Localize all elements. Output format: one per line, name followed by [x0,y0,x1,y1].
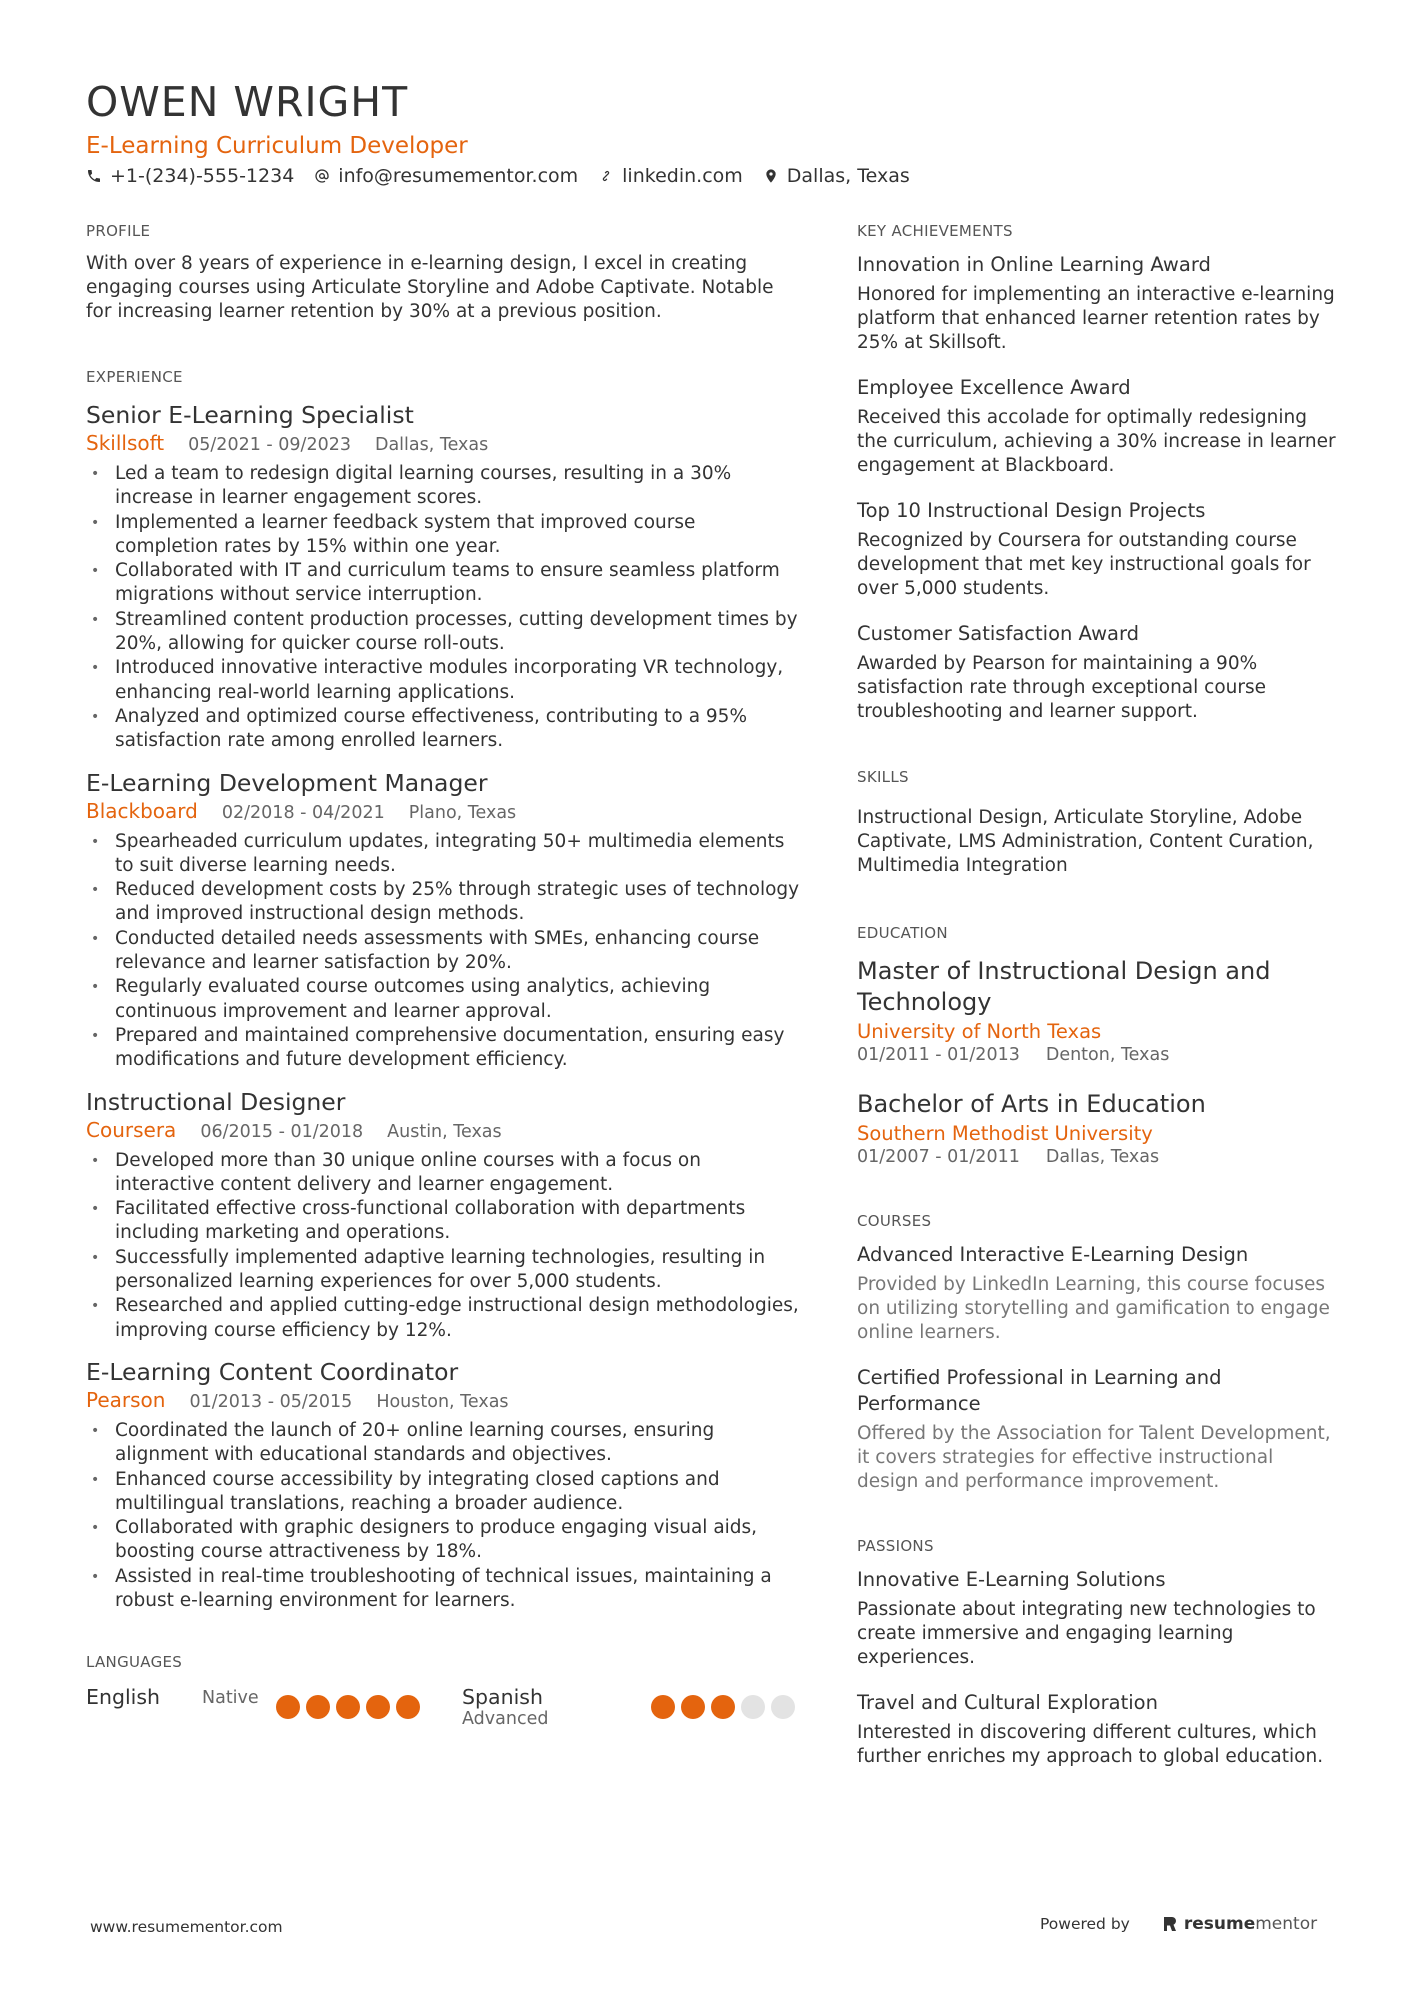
achievement-text: Awarded by Pearson for maintaining a 90% satisfaction rate through exceptional course troubleshooting and learner support. [857,653,1266,722]
language-rating [276,1695,426,1719]
education-heading: EDUCATION [857,924,948,942]
job-meta [86,431,801,455]
job-dates: 02/2018 - 04/2021 [221,802,385,823]
contact-email[interactable] [314,165,578,187]
company-name: Blackboard [86,798,198,823]
job-bullet: • Collaborated with graphic designers to produce engaging visual aids, boosting course attractiveness by 18%. [86,1516,801,1565]
job-bullet: • Streamlined content production processes, cutting development times by 20%, allowing for quicker course roll-outs. [86,608,801,657]
job-bullets [86,462,801,754]
job-bullet: • Conducted detailed needs assessments with SMEs, enhancing course relevance and learner satisfaction by 20%. [86,927,801,976]
education-location: Dallas, Texas [1045,1147,1160,1167]
degree-title: Master of Instructional Design and Technology [857,957,1271,1016]
job-dates: 06/2015 - 01/2018 [200,1121,364,1142]
education-meta [857,1045,1337,1065]
achievement-item [857,498,1337,601]
rating-dot-filled [336,1695,360,1719]
job-dates: 05/2021 - 09/2023 [188,435,351,455]
job-location: Plano, Texas [408,802,517,823]
skills-text: Instructional Design, Articulate Storyline, Adobe Captivate, LMS Administration, Content Curation, Multimedia Integration [857,807,1314,876]
language-name: English [86,1685,161,1710]
company-name: Skillsoft [86,431,165,455]
education-item [857,956,1337,1065]
language-level: Native [202,1688,259,1709]
achievement-item [857,621,1337,724]
education-list [857,956,1337,1167]
job-bullet: • Enhanced course accessibility by integrating closed captions and multilingual translations, reaching a broader audience. [86,1468,801,1517]
job-bullet: • Developed more than 30 unique online courses with a focus on interactive content delivery and learner engagement. [86,1149,801,1198]
achievement-item [857,252,1337,355]
brand-name-rest: mentor [1255,1914,1318,1934]
passion-item [857,1690,1337,1769]
contact-location [763,165,910,187]
passion-title: Innovative E-Learning Solutions [857,1568,1166,1591]
brand-logo-icon [1162,1915,1178,1933]
education-meta [857,1147,1337,1167]
course-text: Offered by the Association for Talent Development, it covers strategies for effective instructional design and performance improvement. [857,1423,1331,1492]
job-item [86,1357,801,1613]
course-item [857,1365,1337,1494]
contact-bar [86,165,930,187]
education-location: Denton, Texas [1045,1045,1170,1065]
achievement-text: Honored for implementing an interactive e-learning platform that enhanced learner retention rates by 25% at Skillsoft. [857,284,1335,353]
achievement-title: Innovation in Online Learning Award [857,253,1211,276]
experience-heading: EXPERIENCE [86,368,183,386]
achievement-text: Received this accolade for optimally redesigning the curriculum, achieving a 30% increase in learner engagement at Blackboard. [857,407,1336,476]
phone-icon [86,168,102,184]
job-title: E-Learning Development Manager [86,768,488,797]
passion-title: Travel and Cultural Exploration [857,1691,1158,1714]
right-column [857,222,1337,1769]
education-dates: 01/2007 - 01/2011 [857,1147,1020,1167]
courses-heading: COURSES [857,1212,932,1230]
rating-dot-filled [366,1695,390,1719]
rating-dot-filled [651,1695,675,1719]
email-text: info@resumementor.com [338,165,579,187]
job-bullet: • Facilitated effective cross-functional collaboration with departments including marketing and operations. [86,1197,801,1246]
achievements-heading: KEY ACHIEVEMENTS [857,222,1013,240]
job-location: Austin, Texas [387,1121,502,1142]
achievement-text: Recognized by Coursera for outstanding course development that met key instructional goals for over 5,000 students. [857,530,1311,599]
education-item [857,1089,1337,1167]
language-rating [651,1695,801,1719]
powered-by-label: Powered by [1040,1915,1130,1933]
achievement-item [857,375,1337,478]
location-text: Dallas, Texas [786,165,910,187]
rating-dot-filled [276,1695,300,1719]
candidate-name: OWEN WRIGHT [86,78,409,126]
job-bullet: • Implemented a learner feedback system that improved course completion rates by 15% within one year. [86,511,801,560]
school-name: Southern Methodist University [857,1122,1153,1145]
job-bullets [86,830,801,1073]
course-title: Advanced Interactive E-Learning Design [857,1243,1249,1266]
job-meta [86,799,801,823]
job-bullet: • Reduced development costs by 25% through strategic uses of technology and improved instructional design methods. [86,878,801,927]
job-bullet: • Analyzed and optimized course effectiveness, contributing to a 95% satisfaction rate among enrolled learners. [86,705,801,754]
link-icon [598,168,614,184]
job-title: Senior E-Learning Specialist [86,401,414,429]
skills-heading: SKILLS [857,768,909,786]
job-meta [86,1118,801,1142]
footer-website-link[interactable]: www.resumementor.com [90,1918,283,1936]
passion-text: Passionate about integrating new technologies to create immersive and engaging learning experiences. [857,1599,1316,1668]
passions-heading: PASSIONS [857,1537,934,1555]
language-item [462,1685,548,1729]
job-item [86,1087,801,1343]
job-title: Instructional Designer [86,1087,346,1116]
profile-text: With over 8 years of experience in e-learning design, I excel in creating engaging courses using Articulate Storyline and Adobe Captivate. Notable for increasing learner retention by 30% at a previous position. [86,253,774,322]
phone-text: +1-(234)-555-1234 [110,165,295,187]
job-bullet: • Assisted in real-time troubleshooting of technical issues, maintaining a robust e-learning environment for learners. [86,1565,801,1614]
course-text: Provided by LinkedIn Learning, this course focuses on utilizing storytelling and gamification to engage online learners. [857,1274,1330,1343]
brand-logo[interactable] [1162,1914,1317,1934]
education-dates: 01/2011 - 01/2013 [857,1045,1020,1065]
rating-dot-filled [681,1695,705,1719]
achievements-list [857,252,1337,724]
job-bullet: • Successfully implemented adaptive learning technologies, resulting in personalized learning experiences for over 5,000 students. [86,1246,801,1295]
degree-title: Bachelor of Arts in Education [857,1090,1206,1118]
rating-dot-empty [771,1695,795,1719]
course-title: Certified Professional in Learning and Performance [857,1366,1222,1415]
job-meta [86,1388,801,1412]
course-item [857,1242,1337,1345]
language-name: Spanish [462,1685,543,1710]
job-title: E-Learning Content Coordinator [86,1357,459,1386]
language-level: Advanced [462,1709,549,1730]
location-pin-icon [763,168,779,184]
job-bullet: • Prepared and maintained comprehensive documentation, ensuring easy modifications and future development efficiency. [86,1024,801,1073]
rating-dot-filled [396,1695,420,1719]
job-item [86,768,801,1073]
job-item [86,400,801,754]
job-location: Dallas, Texas [374,435,489,455]
contact-phone[interactable] [86,165,294,187]
linkedin-text: linkedin.com [622,165,743,187]
passion-text: Interested in discovering different cultures, which further enriches my approach to global education. [857,1722,1324,1767]
job-dates: 01/2013 - 05/2015 [189,1391,353,1412]
company-name: Pearson [86,1387,166,1412]
job-bullet: • Collaborated with IT and curriculum teams to ensure seamless platform migrations without service interruption. [86,559,801,608]
left-column [86,222,801,1735]
passion-item [857,1567,1337,1670]
rating-dot-filled [306,1695,330,1719]
company-name: Coursera [86,1117,177,1142]
school-name: University of North Texas [857,1020,1102,1043]
achievement-title: Customer Satisfaction Award [857,622,1140,645]
experience-list [86,400,801,1613]
job-location: Houston, Texas [376,1391,509,1412]
rating-dot-empty [741,1695,765,1719]
profile-heading: PROFILE [86,222,151,240]
footer-branding [1040,1914,1317,1934]
job-bullet: • Spearheaded curriculum updates, integrating 50+ multimedia elements to suit diverse learning needs. [86,830,801,879]
passions-list [857,1567,1337,1769]
at-icon [314,168,330,184]
brand-name-bold: resume [1183,1914,1256,1934]
job-bullet: • Led a team to redesign digital learning courses, resulting in a 30% increase in learner engagement scores. [86,462,801,511]
job-bullets [86,1149,801,1343]
achievement-title: Top 10 Instructional Design Projects [857,499,1206,522]
candidate-role: E-Learning Curriculum Developer [86,133,468,159]
courses-list [857,1242,1337,1494]
rating-dot-filled [711,1695,735,1719]
language-item [86,1685,259,1710]
job-bullet: • Regularly evaluated course outcomes using analytics, achieving continuous improvement and learner approval. [86,975,801,1024]
contact-linkedin[interactable] [598,165,743,187]
job-bullets [86,1419,801,1613]
achievement-title: Employee Excellence Award [857,376,1131,399]
job-bullet: • Coordinated the launch of 20+ online learning courses, ensuring alignment with educational standards and objectives. [86,1419,801,1468]
languages-heading: LANGUAGES [86,1653,183,1672]
languages-list [86,1685,801,1735]
job-bullet: • Researched and applied cutting-edge instructional design methodologies, improving course efficiency by 12%. [86,1294,801,1343]
job-bullet: • Introduced innovative interactive modules incorporating VR technology, enhancing real-world learning applications. [86,656,801,705]
